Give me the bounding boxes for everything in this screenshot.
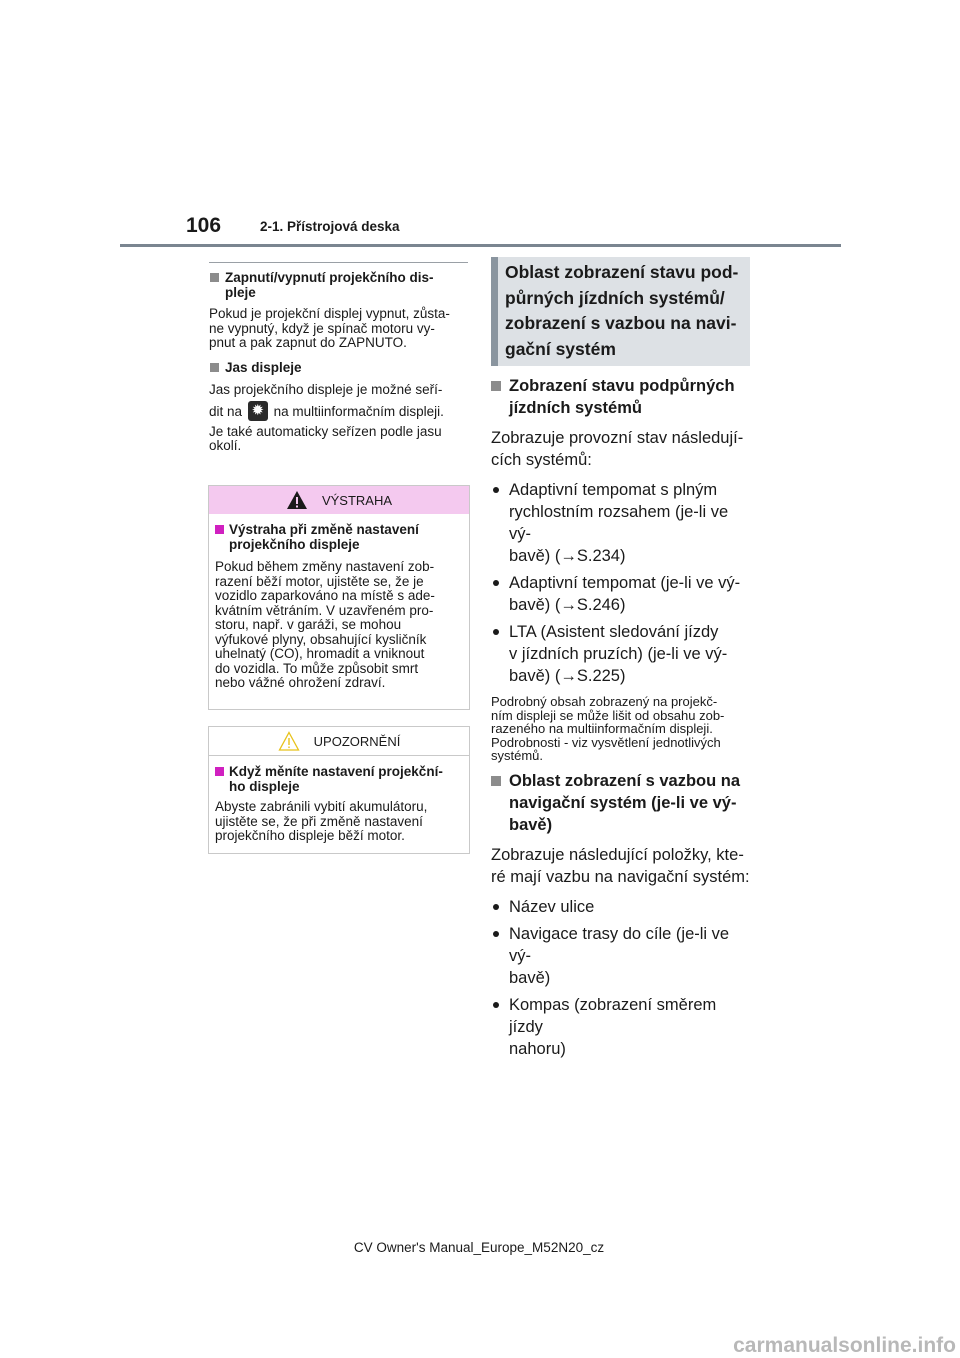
watermark [733,1328,960,1358]
note-text: Podrobný obsah zobrazený na projekč- ním displeji se může lišit od obsahu zob- razeného na multiinformačním displeji. Podrobnosti - viz vysvětlení jednotlivých systémů. [491,694,725,763]
subheading-brightness [209,360,468,375]
list-item-text: Kompas (zobrazení směrem jízdy nahoru) [509,995,717,1058]
subheading-text: Oblast zobrazení s vazbou na navigační systém (je-li ve vý- bavě) [509,771,741,834]
page-number: 106 [186,214,222,237]
paragraph: Zobrazuje následující položky, kte- ré mají vazbu na navigační systém: [491,845,750,886]
header-rule [120,244,841,247]
list-item [491,621,750,687]
notice-text: Abyste zabránili vybití akumulátoru, ujistěte se, že při změně nastavení projekčního displeje běží motor. [215,799,428,843]
square-bullet-icon [491,381,501,391]
footer-text: CV Owner's Manual_Europe_M52N20_cz [353,1240,605,1255]
square-bullet-icon [215,525,224,534]
subheading-text: Zobrazení stavu podpůrných jízdních systémů [509,377,735,417]
paragraph-brightness [209,379,468,423]
paragraph-text: Jas projekčního displeje je možné seří- dit na [209,381,443,419]
section-box-title: Oblast zobrazení stavu pod- půrných jízdních systémů/ zobrazení s vazbou na navi- gační systém [491,257,750,366]
list-item [491,994,750,1060]
bullet-icon [493,487,499,493]
list-item-text: Adaptivní tempomat s plným rychlostním rozsahem (je-li ve vý- bavě) (→S.234) [509,481,729,565]
gear-icon: ✹ [248,401,268,421]
watermark-text: carmanualsonline.info [733,1334,956,1357]
bullet-icon [493,904,499,910]
paragraph: Zobrazuje provozní stav následují- cích systémů: [491,429,744,469]
bullet-icon [493,931,499,937]
paragraph: Je také automaticky seřízen podle jasu okolí. [209,423,442,453]
notice-subheading [215,764,463,794]
subheading-projection-on-off [209,270,468,300]
subheading-text: Jas displeje [225,359,302,375]
warning-box [208,485,470,710]
list-item-text: LTA (Asistent sledování jízdy v jízdních pruzích) (je-li ve vý- bavě) (→S.225) [509,623,728,685]
warning-label: VÝSTRAHA [321,492,393,508]
warning-header [209,486,469,514]
square-bullet-icon [210,363,219,372]
list-item [491,923,750,989]
warning-text: Pokud během změny nastavení zob- razení běží motor, ujistěte se, že je vozidlo zaparkováno na místě s ade- kvátním větráním. V uzavřeném pro- storu, např. v garáži, se mohou výfukové plyny, obsahující kysličník uhelnatý (CO), hromadit a vniknout do vozidla. To může způsobit smrt nebo vážné ohrožení zdraví. [215,559,435,690]
notice-header [209,727,469,756]
square-bullet-icon [210,273,219,282]
right-column [491,257,750,1060]
list-item-text: Navigace trasy do cíle (je-li ve vý- bavě) [509,924,730,987]
subheading-driving-support [491,375,750,419]
list-item-text: Název ulice [509,897,595,916]
footer [0,1240,960,1255]
list-item [491,896,750,918]
warning-subheading [215,522,463,552]
section-title: 2-1. Přístrojová deska [260,219,400,234]
notice-box [208,726,470,854]
bullet-icon [493,1002,499,1008]
list-item [491,572,750,616]
bullet-icon [493,629,499,635]
divider [209,262,468,263]
bullet-icon [493,580,499,586]
square-bullet-icon [491,776,501,786]
warning-triangle-icon [286,490,308,510]
square-bullet-icon [215,767,224,776]
notice-title: Když měníte nastavení projekční- ho displeje [229,764,443,794]
subheading-navigation [491,770,750,836]
left-column [209,262,468,454]
notice-label: UPOZORNĚNÍ [313,733,401,749]
list-item [491,479,750,567]
caution-triangle-icon [278,731,300,751]
list-item-text: Adaptivní tempomat (je-li ve vý- bavě) (→S.246) [509,574,741,614]
warning-title: Výstraha při změně nastavení projekčního displeje [229,522,419,552]
paragraph: Pokud je projekční displej vypnut, zůsta- ne vypnutý, když je spínač motoru vy- pnut a pak zapnut do ZAPNUTO. [209,306,450,350]
paragraph-text: na multiinformačním displeji. [273,403,444,419]
subheading-text: Zapnutí/vypnutí projekčního dis- pleje [225,270,434,300]
